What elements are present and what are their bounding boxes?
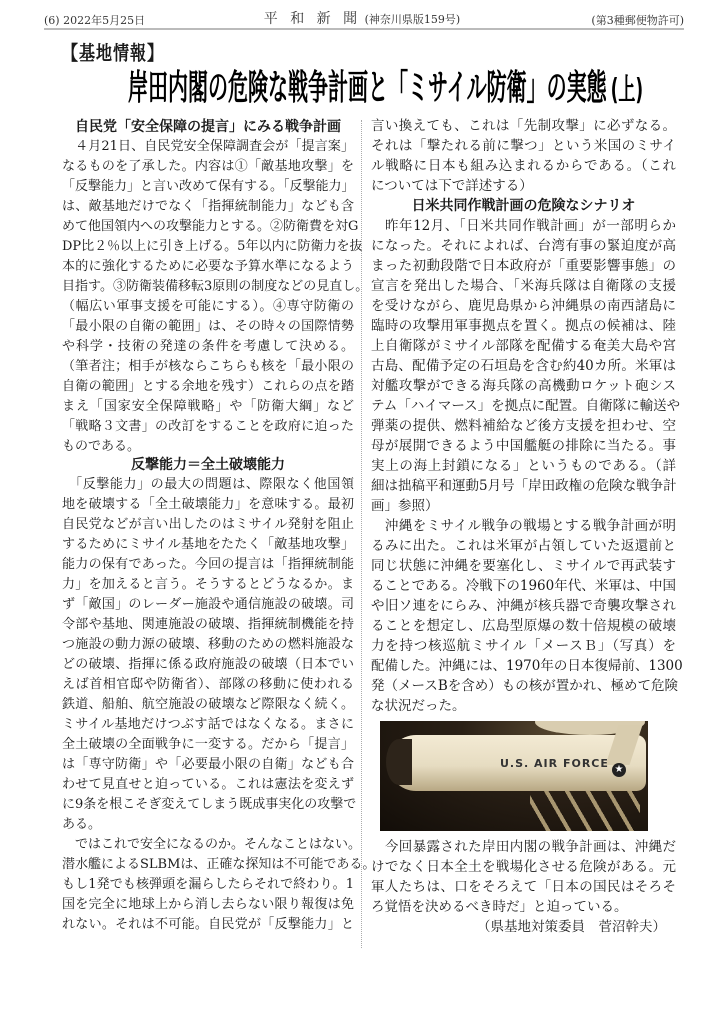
text-line: は、敵基地だけでなく「指揮統制能力」なども含 bbox=[62, 199, 354, 214]
text-line: 鉄道、船舶、航空施設の破壊など際限なく続く。 bbox=[62, 697, 354, 712]
text-line: 昨年12月、「日米共同作戦計画」が一部明らか bbox=[371, 218, 676, 234]
photo-lettering: U.S. AIR FORCE bbox=[500, 757, 609, 770]
text-line: えば首相官邸や防衛省）、部隊の移動に使われる bbox=[62, 677, 354, 692]
text-line: 「反撃能力」の最大の問題は、際限なく他国領 bbox=[62, 477, 354, 492]
text-line: や旧ソ連をにらみ、沖縄が核兵器で奇襲攻撃され bbox=[371, 598, 676, 614]
text-line: まえ「国家安全保障戦略」や「防衛大綱」など bbox=[62, 399, 354, 414]
text-line: 本的に強化するために必要な予算水準になるよう bbox=[62, 259, 354, 274]
section-heading: 自民党「安全保障の提言」にみる戦争計画 bbox=[75, 119, 341, 135]
text-line: るみに出た。これは米軍が占領していた返還前と bbox=[371, 538, 676, 554]
masthead bbox=[200, 8, 524, 28]
text-line: 細は拙稿平和運動5月号「岸田政権の危険な戦争計 bbox=[371, 478, 677, 494]
text-line: 宣言を発出した場合、「米海兵隊は自衛隊の支援 bbox=[371, 278, 676, 294]
title-part: (上) bbox=[610, 73, 644, 109]
roundel-icon: ★ bbox=[612, 763, 626, 777]
text-line: するためにミサイル基地をたたく「敵基地攻撃」 bbox=[62, 537, 354, 552]
text-line: ではこれで安全になるのか。そんなことはない。 bbox=[62, 837, 362, 852]
text-line: 令部や基地、関連施設の破壊、指揮統制機能を持 bbox=[62, 617, 354, 632]
section-heading: 日米共同作戦計画の危険なシナリオ bbox=[411, 198, 636, 214]
text-line: 母が展開できるよう中国艦艇の排除に当たる。事 bbox=[371, 438, 676, 454]
text-line: 「反撃能力」と言い改めて保有する。「反撃能力」 bbox=[62, 179, 355, 194]
article-title bbox=[128, 68, 668, 110]
text-line: な状況だった。 bbox=[371, 698, 466, 714]
text-line: 臨時の攻撃用軍事拠点を置く。拠点の候補は、陸 bbox=[371, 318, 676, 334]
text-line: 沖縄をミサイル戦争の戦場とする戦争計画が明 bbox=[371, 518, 676, 534]
text-line: 自民党などが言い出したのはミサイル発射を阻止 bbox=[62, 517, 354, 532]
text-line: 実上の海上封鎖になる」というものである。（詳 bbox=[371, 458, 676, 474]
text-line: 画」参照） bbox=[371, 498, 439, 514]
text-line: 古島、配備予定の石垣島を含む約40カ所。米軍は bbox=[371, 358, 676, 374]
edition: (神奈川県版159号) bbox=[364, 13, 461, 26]
left-column bbox=[62, 117, 376, 935]
text-line: ず「敵国」のレーダー施設や通信施設の破壊。司 bbox=[62, 597, 354, 612]
text-line: に9条を根こそぎ変えてしまう既成事実化の攻撃で bbox=[62, 797, 357, 812]
text-line: わせて見直せと迫っている。これは憲法を変えず bbox=[62, 777, 354, 792]
text-line: 「戦略３文書」の改訂をすることを政府に迫った bbox=[62, 419, 354, 434]
paragraph bbox=[62, 835, 376, 935]
text-line: 全土破壊の全面戦争に一変する。だから「提言」 bbox=[62, 737, 354, 752]
paragraph bbox=[371, 216, 681, 516]
text-line: 能力の保有であった。今回の提言は「指揮統制能 bbox=[62, 557, 354, 572]
text-line: ある。 bbox=[62, 817, 102, 832]
section-heading: 反撃能力＝全土破壊能力 bbox=[131, 457, 285, 473]
text-line: ものである。 bbox=[62, 439, 141, 454]
right-column bbox=[371, 116, 683, 937]
text-line: それは「撃たれる前に撃つ」という米国のミサイ bbox=[371, 138, 676, 154]
text-line: DP比２％以上に引き上げる。5年以内に防衛力を抜 bbox=[62, 239, 363, 254]
text-line: や科学・技術の発達の条件を考慮して決める。 bbox=[62, 339, 354, 354]
text-line: 国を完全に地球上から消し去らない限り報復は免 bbox=[62, 897, 354, 912]
header-rule bbox=[44, 28, 684, 30]
paragraph bbox=[62, 475, 357, 835]
text-line: 地を破壊する「全土破壊能力」を意味する。最初 bbox=[62, 497, 354, 512]
missile-nose bbox=[386, 739, 412, 785]
text-line: 力を持つ核巡航ミサイル「メースＢ」（写真）を bbox=[371, 638, 676, 654]
text-line: なるものを了承した。内容は①「敵基地攻撃」を bbox=[62, 159, 354, 174]
text-line: テム「ハイマース」を拠点に配置。自衛隊に輸送や bbox=[371, 398, 681, 414]
text-line: どの破壊、指揮に係る政府施設の破壊（日本でい bbox=[62, 657, 354, 672]
text-line: 「最小限の自衛の範囲」は、その時々の国際情勢 bbox=[62, 319, 354, 334]
text-line: ル戦略に日本も組み込まれるからである。（これ bbox=[371, 158, 676, 174]
paragraph bbox=[371, 516, 683, 716]
text-line: ４月21日、自民党安全保障調査会が「提言案」 bbox=[62, 139, 354, 154]
text-line: 言い換えても、これは「先制攻撃」に必ずなる。 bbox=[371, 118, 676, 134]
text-line: ミサイル基地だけつぶす話ではなくなる。まさに bbox=[62, 717, 354, 732]
text-line: になった。それによれば、台湾有事の緊迫度が高 bbox=[371, 238, 676, 254]
text-line: ることを想定し、広島型原爆の数十倍規模の破壊 bbox=[371, 618, 676, 634]
text-line: 潜水艦によるSLBMは、正確な探知は不可能である。 bbox=[62, 857, 376, 872]
mace-b-missile-photo bbox=[380, 721, 648, 831]
text-line: もし1発でも核弾頭を漏らしたらそれで終わり。1 bbox=[62, 877, 354, 892]
paper-name: 平 和 新 聞 bbox=[263, 11, 362, 27]
text-line: については下で詳述する） bbox=[371, 178, 533, 194]
text-line: 発（メースBを含め）もの核が置かれ、極めて危険 bbox=[371, 678, 679, 694]
text-line: 軍人たちは、口をそろえて「日本の国民はそろそ bbox=[371, 879, 676, 895]
missile-stand bbox=[530, 791, 640, 831]
section-kicker: 【基地情報】 bbox=[62, 41, 165, 65]
author-byline: （県基地対策委員 菅沼幹夫） bbox=[477, 919, 666, 935]
text-line: ろ覚悟を決めるべき時だ」と迫っている。 bbox=[371, 899, 628, 915]
paragraph bbox=[371, 837, 676, 917]
text-line: 今回暴露された岸田内閣の戦争計画は、沖縄だ bbox=[371, 839, 676, 855]
text-line: けでなく日本全土を戦場化させる危険がある。元 bbox=[371, 859, 676, 875]
text-line: れない。それは不可能。自民党が「反撃能力」と bbox=[62, 917, 354, 932]
postal-permit: (第3種郵便物許可) bbox=[591, 14, 684, 27]
text-line: 目指す。③防衛装備移転3原則の制度などの見直し。 bbox=[62, 279, 369, 294]
text-line: まった初動段階で日本政府が「重要影響事態」の bbox=[371, 258, 676, 274]
text-line: 弾薬の提供、燃料補給など後方支援を担わせ、空 bbox=[371, 418, 676, 434]
text-line: つ施設の動力源の破壊、移動のための燃料施設な bbox=[62, 637, 354, 652]
text-line: 配備した。沖縄には、1970年の日本復帰前、1300 bbox=[371, 658, 683, 674]
text-line: 同じ状態に沖縄を要塞化し、ミサイルで再武装す bbox=[371, 558, 676, 574]
text-line: （幅広い軍事支援を可能にする）。④専守防衛の bbox=[62, 299, 354, 314]
text-line: めて他国領内への攻撃能力とする。②防衛費を対G bbox=[62, 219, 359, 234]
text-line: 上自衛隊がミサイル部隊を配備する奄美大島や宮 bbox=[371, 338, 676, 354]
column-divider bbox=[361, 120, 362, 948]
issue-date: (6) 2022年5月25日 bbox=[44, 14, 146, 27]
text-line: （筆者注；相手が核ならこちらも核を「最小限の bbox=[62, 359, 354, 374]
text-line: を受けながら、鹿児島県から沖縄県の南西諸島に bbox=[371, 298, 676, 314]
text-line: は「専守防衛」や「必要最小限の自衛」なども合 bbox=[62, 757, 354, 772]
paragraph bbox=[371, 116, 676, 196]
title-text: 岸田内閣の危険な戦争計画と「ミサイル防衛」の実態 bbox=[128, 66, 607, 109]
text-line: 自衛の範囲」とする余地を残す）これらの点を踏 bbox=[62, 379, 354, 394]
text-line: ることである。冷戦下の1960年代、米軍は、中国 bbox=[371, 578, 676, 594]
paragraph bbox=[62, 137, 369, 457]
text-line: 力」を加えると言う。そうするとどうなるか。ま bbox=[62, 577, 354, 592]
text-line: 対艦攻撃ができる海兵隊の高機動ロケット砲シス bbox=[371, 378, 676, 394]
